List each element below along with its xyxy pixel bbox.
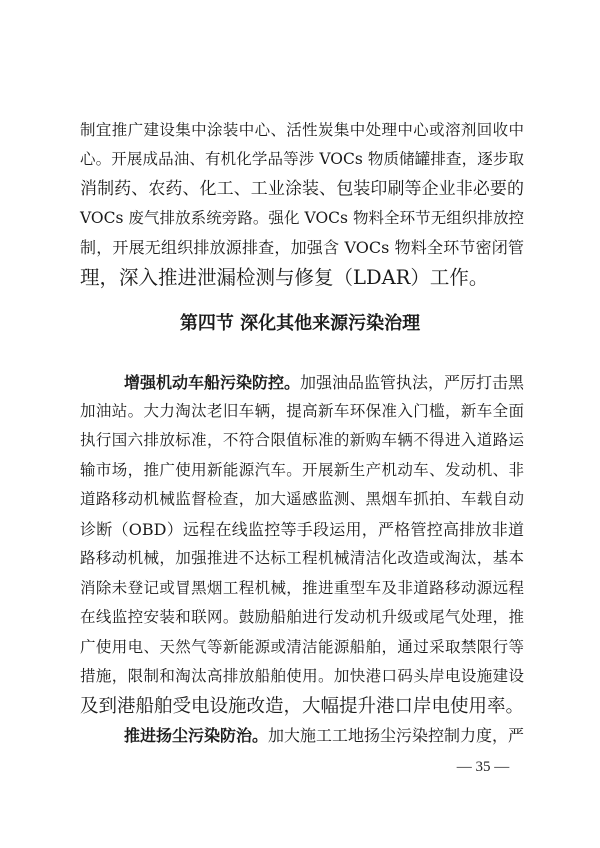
text-line: 路移动机械，加强推进不达标工程机械清洁化改造或淘汰，基本 (80, 549, 524, 567)
text-line: 消制药、农药、化工、工业涂装、包装印刷等企业非必要的 (80, 179, 524, 199)
paragraph-lead: 增强机动车船污染防控。 (124, 373, 301, 392)
text-line: 在线监控安装和联网。鼓励船舶进行发动机升级或尾气处理，推 (80, 608, 524, 626)
paragraph-lead: 推进扬尘污染防治。 (124, 726, 269, 745)
text-span: 加强油品监管执法，严厉打击黑 (300, 373, 525, 392)
text-line: 加油站。大力淘汰老旧车辆，提高新车环保准入门槛，新车全面 (80, 402, 524, 420)
text-line: 道路移动机械监督检查，加大遥感监测、黑烟车抓拍、车载自动 (80, 490, 524, 508)
text-line: 理，深入推进泄漏检测与修复（LDAR）工作。 (80, 266, 489, 289)
text-line: VOCs 废气排放系统旁路。强化 VOCs 物料全环节无组织排放控 (80, 209, 524, 227)
text-line: 及到港船舶受电设施改造，大幅提升港口岸电使用率。 (80, 696, 525, 717)
text-line: 措施，限制和淘汰高排放船舶使用。加快港口码头岸电设施建设 (80, 667, 524, 685)
text-line: 制，开展无组织排放源排查，加强含 VOCs 物料全环节密闭管 (80, 238, 524, 257)
text-line: 心。开展成品油、有机化学品等涉 VOCs 物质储罐排查，逐步取 (80, 150, 524, 168)
paragraph-first-line (80, 368, 524, 397)
text-line: 执行国六排放标准，不符合限值标准的新购车辆不得进入道路运 (80, 431, 524, 449)
paragraph-first-line (80, 721, 524, 750)
page-number: — 35 — (456, 759, 510, 775)
section-heading: 第四节 深化其他来源污染治理 (179, 313, 421, 334)
text-line: 广使用电、天然气等新能源或清洁能源船舶，通过采取禁限行等 (80, 638, 524, 656)
text-line: 消除未登记或冒黑烟工程机械，推进重型车及非道路移动源远程 (80, 579, 524, 597)
text-line: 输市场，推广使用新能源汽车。开展新生产机动车、发动机、非 (80, 461, 524, 479)
text-line: 制宜推广建设集中涂装中心、活性炭集中处理中心或溶剂回收中 (80, 121, 524, 139)
text-line: 诊断（OBD）远程在线监控等手段运用，严格管控高排放非道 (80, 520, 524, 539)
text-span: 加大施工工地扬尘污染控制力度，严 (268, 726, 525, 745)
